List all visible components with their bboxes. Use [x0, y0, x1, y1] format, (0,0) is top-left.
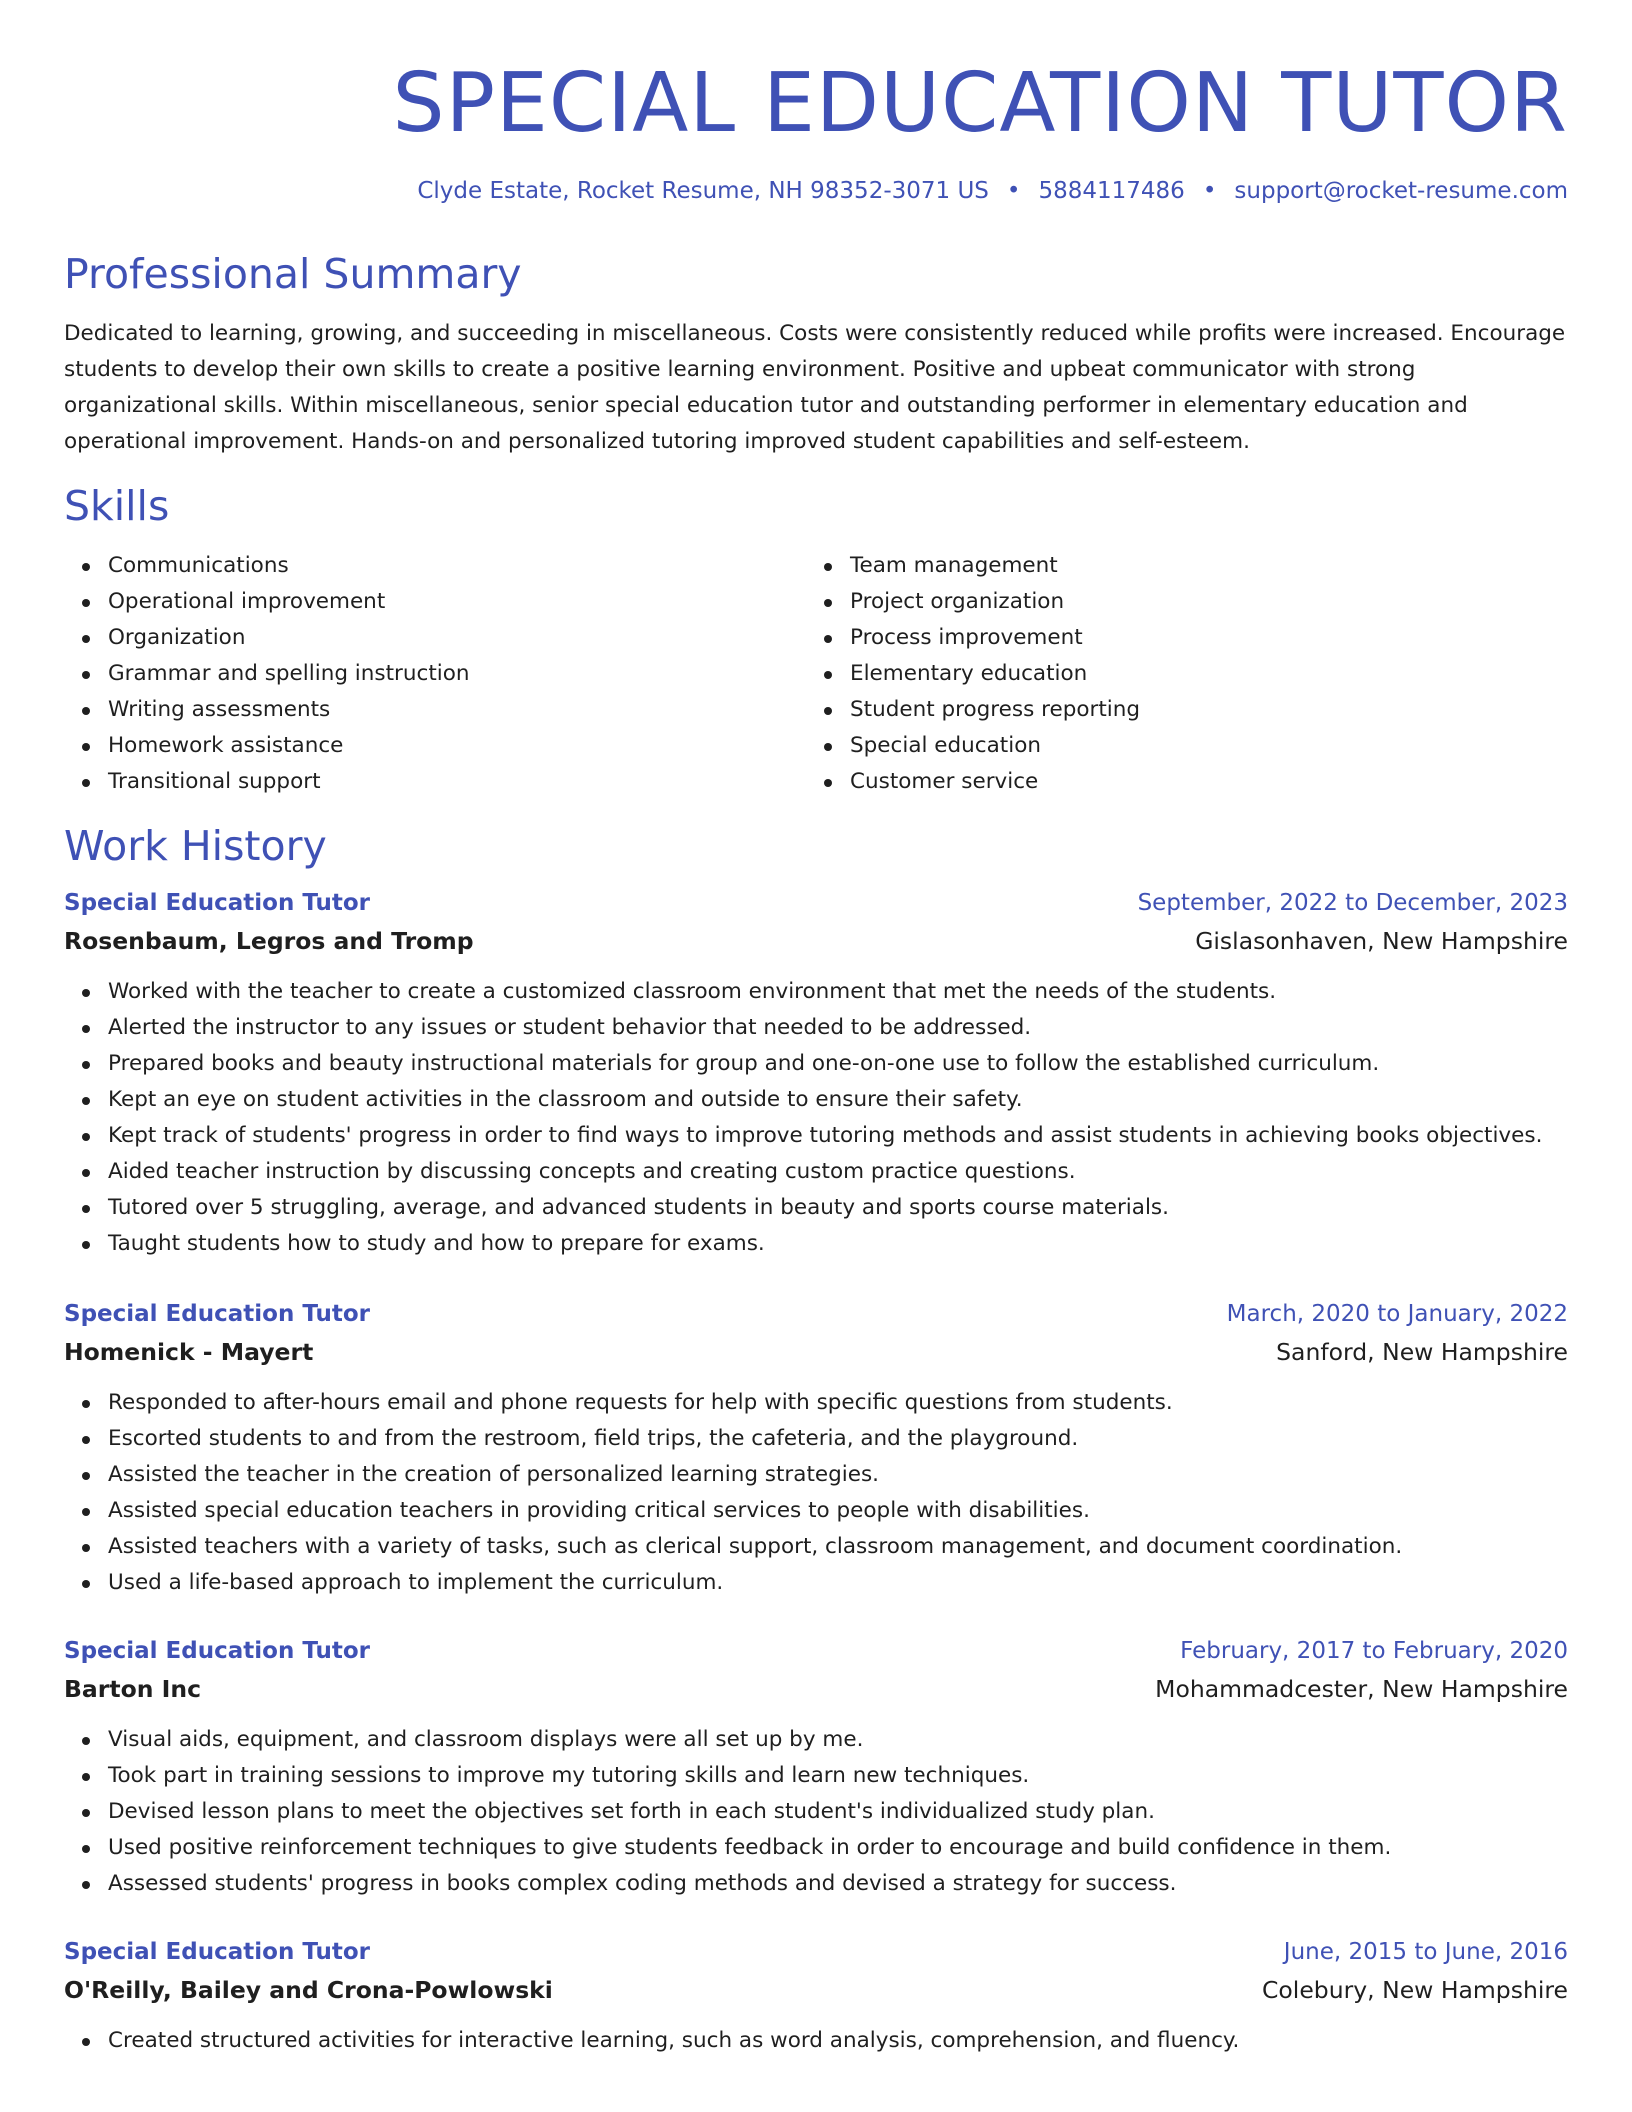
skill-item: Organization	[108, 620, 806, 656]
job-company: Barton Inc	[64, 1675, 202, 1703]
job-bullet: Worked with the teacher to create a customized classroom environment that met the needs of the students.	[108, 974, 1568, 1010]
job-dates: March, 2020 to January, 2022	[1226, 1301, 1568, 1327]
job-entry	[64, 884, 1568, 1262]
job-bullet: Responded to after-hours email and phone requests for help with specific questions from students.	[108, 1385, 1568, 1421]
contact-email[interactable]: support@rocket-resume.com	[1234, 178, 1568, 204]
job-bullet: Kept an eye on student activities in the classroom and outside to ensure their safety.	[108, 1082, 1568, 1118]
job-bullets	[64, 1722, 1568, 1902]
job-company: Homenick - Mayert	[64, 1338, 314, 1366]
job-bullet: Taught students how to study and how to prepare for exams.	[108, 1226, 1568, 1262]
job-bullet: Assessed students' progress in books complex coding methods and devised a strategy for success.	[108, 1866, 1568, 1902]
job-location: Colebury, New Hampshire	[1262, 1976, 1568, 2004]
job-bullet: Devised lesson plans to meet the objectives set forth in each student's individualized study plan.	[108, 1794, 1568, 1830]
skills-heading: Skills	[64, 482, 170, 530]
job-company: O'Reilly, Bailey and Crona-Powlowski	[64, 1976, 553, 2004]
skill-item: Communications	[108, 548, 806, 584]
work-history-heading: Work History	[64, 822, 327, 870]
skill-item: Student progress reporting	[850, 692, 1548, 728]
job-bullet: Kept track of students' progress in order to find ways to improve tutoring methods and assist students in achieving books objectives.	[108, 1118, 1568, 1154]
job-title: Special Education Tutor	[64, 1638, 370, 1664]
job-bullets	[64, 974, 1568, 1262]
job-bullet: Used positive reinforcement techniques to give students feedback in order to encourage and build confidence in them.	[108, 1830, 1568, 1866]
resume-page	[64, 0, 1568, 2059]
summary-text: Dedicated to learning, growing, and succeeding in miscellaneous. Costs were consistently reduced while profits were increased. Encourage students to develop their own skills to create a positive learning environment. Positive and upbeat communicator with strong organizational skills. Within miscellaneous, senior special education tutor and outstanding performer in elementary education and operational improvement. Hands-on and personalized tutoring improved student capabilities and self-esteem.	[64, 321, 1566, 454]
job-bullet: Tutored over 5 struggling, average, and advanced students in beauty and sports course materials.	[108, 1190, 1568, 1226]
resume-name: SPECIAL EDUCATION TUTOR	[392, 56, 1568, 151]
job-bullets	[64, 2023, 1568, 2059]
job-entry	[64, 1632, 1568, 1902]
job-title: Special Education Tutor	[64, 890, 370, 916]
skill-item: Special education	[850, 728, 1548, 764]
skill-item: Elementary education	[850, 656, 1548, 692]
skill-item: Team management	[850, 548, 1548, 584]
job-dates: February, 2017 to February, 2020	[1180, 1638, 1568, 1664]
job-bullet: Used a life-based approach to implement the curriculum.	[108, 1565, 1568, 1601]
skill-item: Customer service	[850, 764, 1548, 800]
skills-column-right	[806, 548, 1548, 800]
job-header-row	[64, 1295, 1568, 1333]
job-location: Sanford, New Hampshire	[1276, 1338, 1568, 1366]
job-location: Mohammadcester, New Hampshire	[1155, 1675, 1568, 1703]
job-entry	[64, 1933, 1568, 2059]
job-bullet: Assisted teachers with a variety of tasks, such as clerical support, classroom management, and document coordination.	[108, 1529, 1568, 1565]
job-company: Rosenbaum, Legros and Tromp	[64, 927, 474, 955]
job-company-row	[64, 1971, 1568, 2009]
skill-item: Writing assessments	[108, 692, 806, 728]
contact-separator: •	[1006, 178, 1021, 204]
job-company-row	[64, 1333, 1568, 1371]
skill-item: Grammar and spelling instruction	[108, 656, 806, 692]
skill-item: Homework assistance	[108, 728, 806, 764]
job-bullet: Assisted special education teachers in providing critical services to people with disabilities.	[108, 1493, 1568, 1529]
job-bullet: Took part in training sessions to improve my tutoring skills and learn new techniques.	[108, 1758, 1568, 1794]
job-title: Special Education Tutor	[64, 1939, 370, 1965]
job-bullet: Created structured activities for interactive learning, such as word analysis, comprehension, and fluency.	[108, 2023, 1568, 2059]
job-entry	[64, 1295, 1568, 1601]
skill-item: Operational improvement	[108, 584, 806, 620]
job-bullet: Assisted the teacher in the creation of personalized learning strategies.	[108, 1457, 1568, 1493]
contact-separator: •	[1202, 178, 1217, 204]
job-dates: June, 2015 to June, 2016	[1283, 1939, 1568, 1965]
job-bullet: Aided teacher instruction by discussing concepts and creating custom practice questions.	[108, 1154, 1568, 1190]
skill-item: Process improvement	[850, 620, 1548, 656]
contact-address: Clyde Estate, Rocket Resume, NH 98352-3071 US	[417, 178, 989, 204]
job-company-row	[64, 922, 1568, 960]
job-location: Gislasonhaven, New Hampshire	[1195, 927, 1568, 955]
job-header-row	[64, 1632, 1568, 1670]
job-dates: September, 2022 to December, 2023	[1137, 890, 1568, 916]
job-bullet: Escorted students to and from the restroom, field trips, the cafeteria, and the playground.	[108, 1421, 1568, 1457]
job-header-row	[64, 884, 1568, 922]
job-bullet: Alerted the instructor to any issues or student behavior that needed to be addressed.	[108, 1010, 1568, 1046]
skill-item: Project organization	[850, 584, 1548, 620]
contact-line	[64, 174, 1568, 208]
skills-list	[64, 548, 1568, 800]
job-header-row	[64, 1933, 1568, 1971]
job-bullet: Prepared books and beauty instructional materials for group and one-on-one use to follow the established curriculum.	[108, 1046, 1568, 1082]
job-bullet: Visual aids, equipment, and classroom displays were all set up by me.	[108, 1722, 1568, 1758]
job-title: Special Education Tutor	[64, 1301, 370, 1327]
job-bullets	[64, 1385, 1568, 1601]
job-company-row	[64, 1670, 1568, 1708]
contact-phone: 5884117486	[1038, 178, 1185, 204]
summary-heading: Professional Summary	[64, 250, 522, 298]
skill-item: Transitional support	[108, 764, 806, 800]
skills-column-left	[64, 548, 806, 800]
